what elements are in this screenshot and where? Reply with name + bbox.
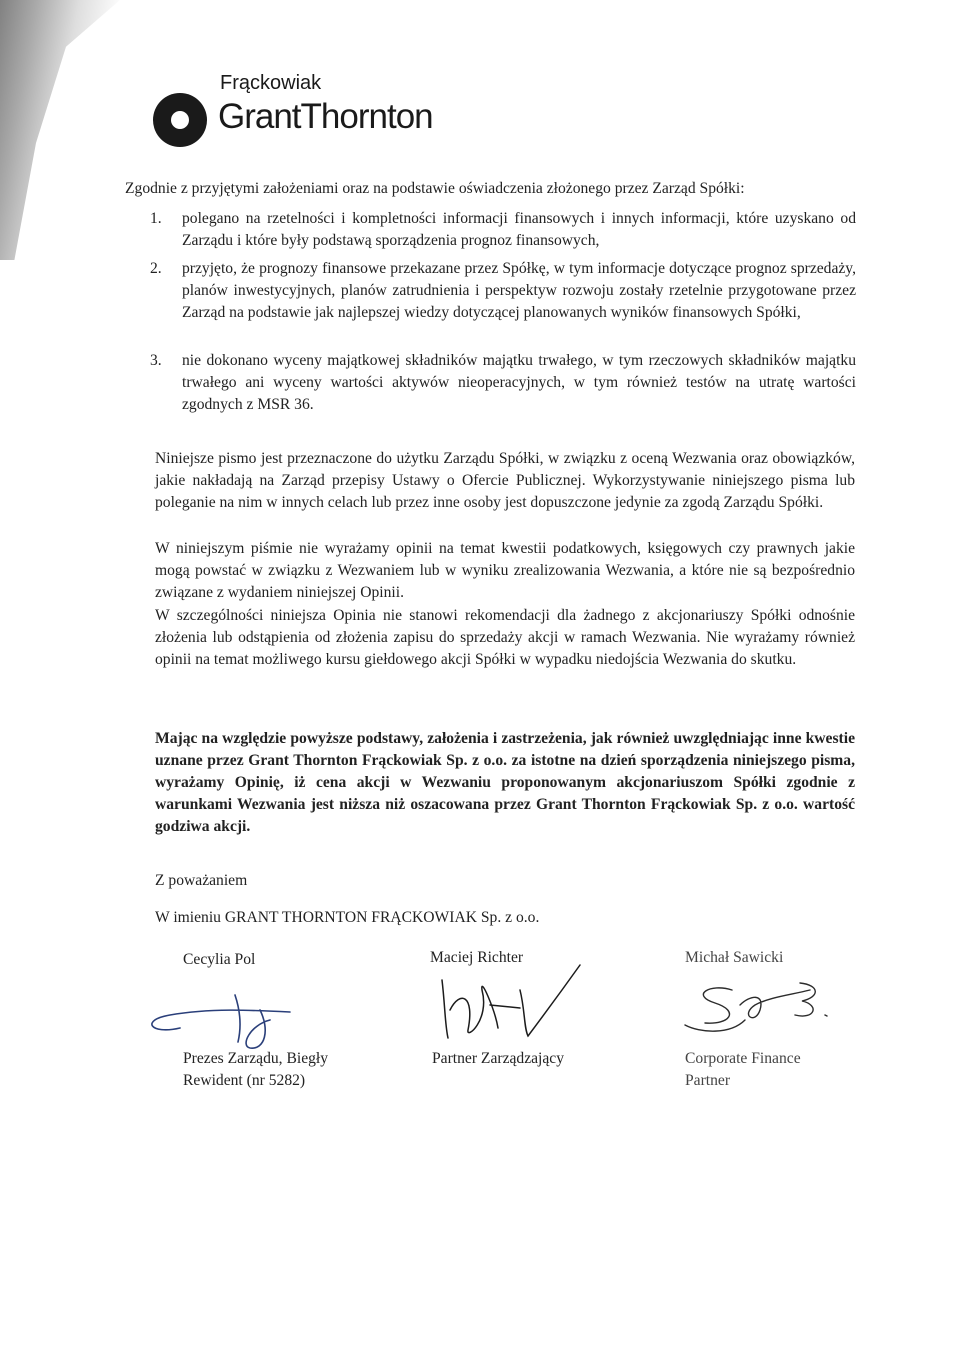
- signatory-role: Corporate Finance Partner: [685, 1050, 801, 1089]
- signatory-name: Maciej Richter: [430, 949, 524, 966]
- logo-big-text: GrantThornton: [218, 97, 433, 136]
- paragraph: W szczególności niniejsza Opinia nie stanowi rekomendacji dla żadnego z akcjonariuszy Spółki odnośnie złożenia lub odstąpienia od złożenia zapisu do sprzedaży akcji w ramach Wezwania. Nie wyrażamy również opinii na temat możliwego kursu giełdowego akcji Spółki w wypadku niedojścia Wezwania do skutku.: [155, 607, 855, 668]
- paragraph: Niniejsze pismo jest przeznaczone do użytku Zarządu Spółki, w związku z oceną Wezwania oraz obowiązków, jakie nakładają na Zarząd przepisy Ustawy o Ofercie Publicznej. Wykorzystywanie niniejszego pisma lub poleganie na nim w innych celach lub przez inne osoby jest dopuszczone jedynie za zgodą Zarządu Spółki.: [155, 450, 855, 511]
- scan-shadow: [0, 0, 120, 260]
- list-text: polegano na rzetelności i kompletności informacji finansowych i innych informacji, które uzyskano od Zarządu i które były podstawą sporządzenia prognoz finansowych,: [182, 210, 856, 249]
- list-text: nie dokonano wyceny majątkowej składników majątku trwałego, w tym rzeczowych składników majątku trwałego ani wyceny wartości aktywów nieoperacyjnych, w tym również testów na utratę wartości zgodnych z MSR 36.: [182, 352, 856, 413]
- list-item: [150, 350, 856, 416]
- signatory-name: Michał Sawicki: [685, 949, 784, 966]
- on-behalf-text: W imieniu GRANT THORNTON FRĄCKOWIAK Sp. z o.o.: [155, 909, 540, 926]
- paragraph: W niniejszym piśmie nie wyrażamy opinii na temat kwestii podatkowych, księgowych czy prawnych jakie mogą powstać w związku z Wezwaniem lub w wyniku zrealizowania Wezwania, a które nie są bezpośrednio związane z wydaniem niniejszej Opinii.: [155, 540, 855, 601]
- list-text: przyjęto, że prognozy finansowe przekazane przez Spółkę, w tym informacje dotyczące prognoz sprzedaży, planów inwestycyjnych, planów zatrudnienia i perspektyw rozwoju zostały rzetelnie przygotowane przez Zarząd na podstawie jak najlepszej wiedzy dotyczącej planowanych wyników finansowych Spółki,: [182, 260, 856, 321]
- logo-small-text: Frąckowiak: [220, 72, 322, 94]
- intro-text: Zgodnie z przyjętymi założeniami oraz na podstawie oświadczenia złożonego przez Zarząd Spółki:: [125, 180, 745, 197]
- list-item: [150, 258, 856, 324]
- signatory-name: Cecylia Pol: [183, 951, 256, 968]
- list-item: [150, 208, 856, 252]
- signatory-role: Prezes Zarządu, Biegły Rewident (nr 5282): [183, 1050, 329, 1089]
- conclusion-paragraph: Mając na względzie powyższe podstawy, założenia i zastrzeżenia, jak również uwzględniając inne kwestie uznane przez Grant Thornton Frąckowiak Sp. z o.o. za istotne na dzień sporządzenia niniejszego pisma, wyrażamy Opinię, iż cena akcji w Wezwaniu proponowanym akcjonariuszom Spółki zgodnie z warunkami Wezwania jest niższa niż oszacowana przez Grant Thornton Frąckowiak Sp. z o.o. wartość godziwa akcji.: [155, 730, 855, 835]
- closing-text: Z poważaniem: [155, 872, 248, 889]
- handwritten-signature: [420, 950, 600, 1045]
- list-number: 3.: [150, 352, 162, 369]
- signatory-role: Partner Zarządzający: [432, 1050, 565, 1067]
- list-number: 1.: [150, 210, 162, 227]
- list-number: 2.: [150, 260, 162, 277]
- handwritten-signature: [670, 975, 840, 1045]
- grant-thornton-circle-logo: [152, 92, 208, 148]
